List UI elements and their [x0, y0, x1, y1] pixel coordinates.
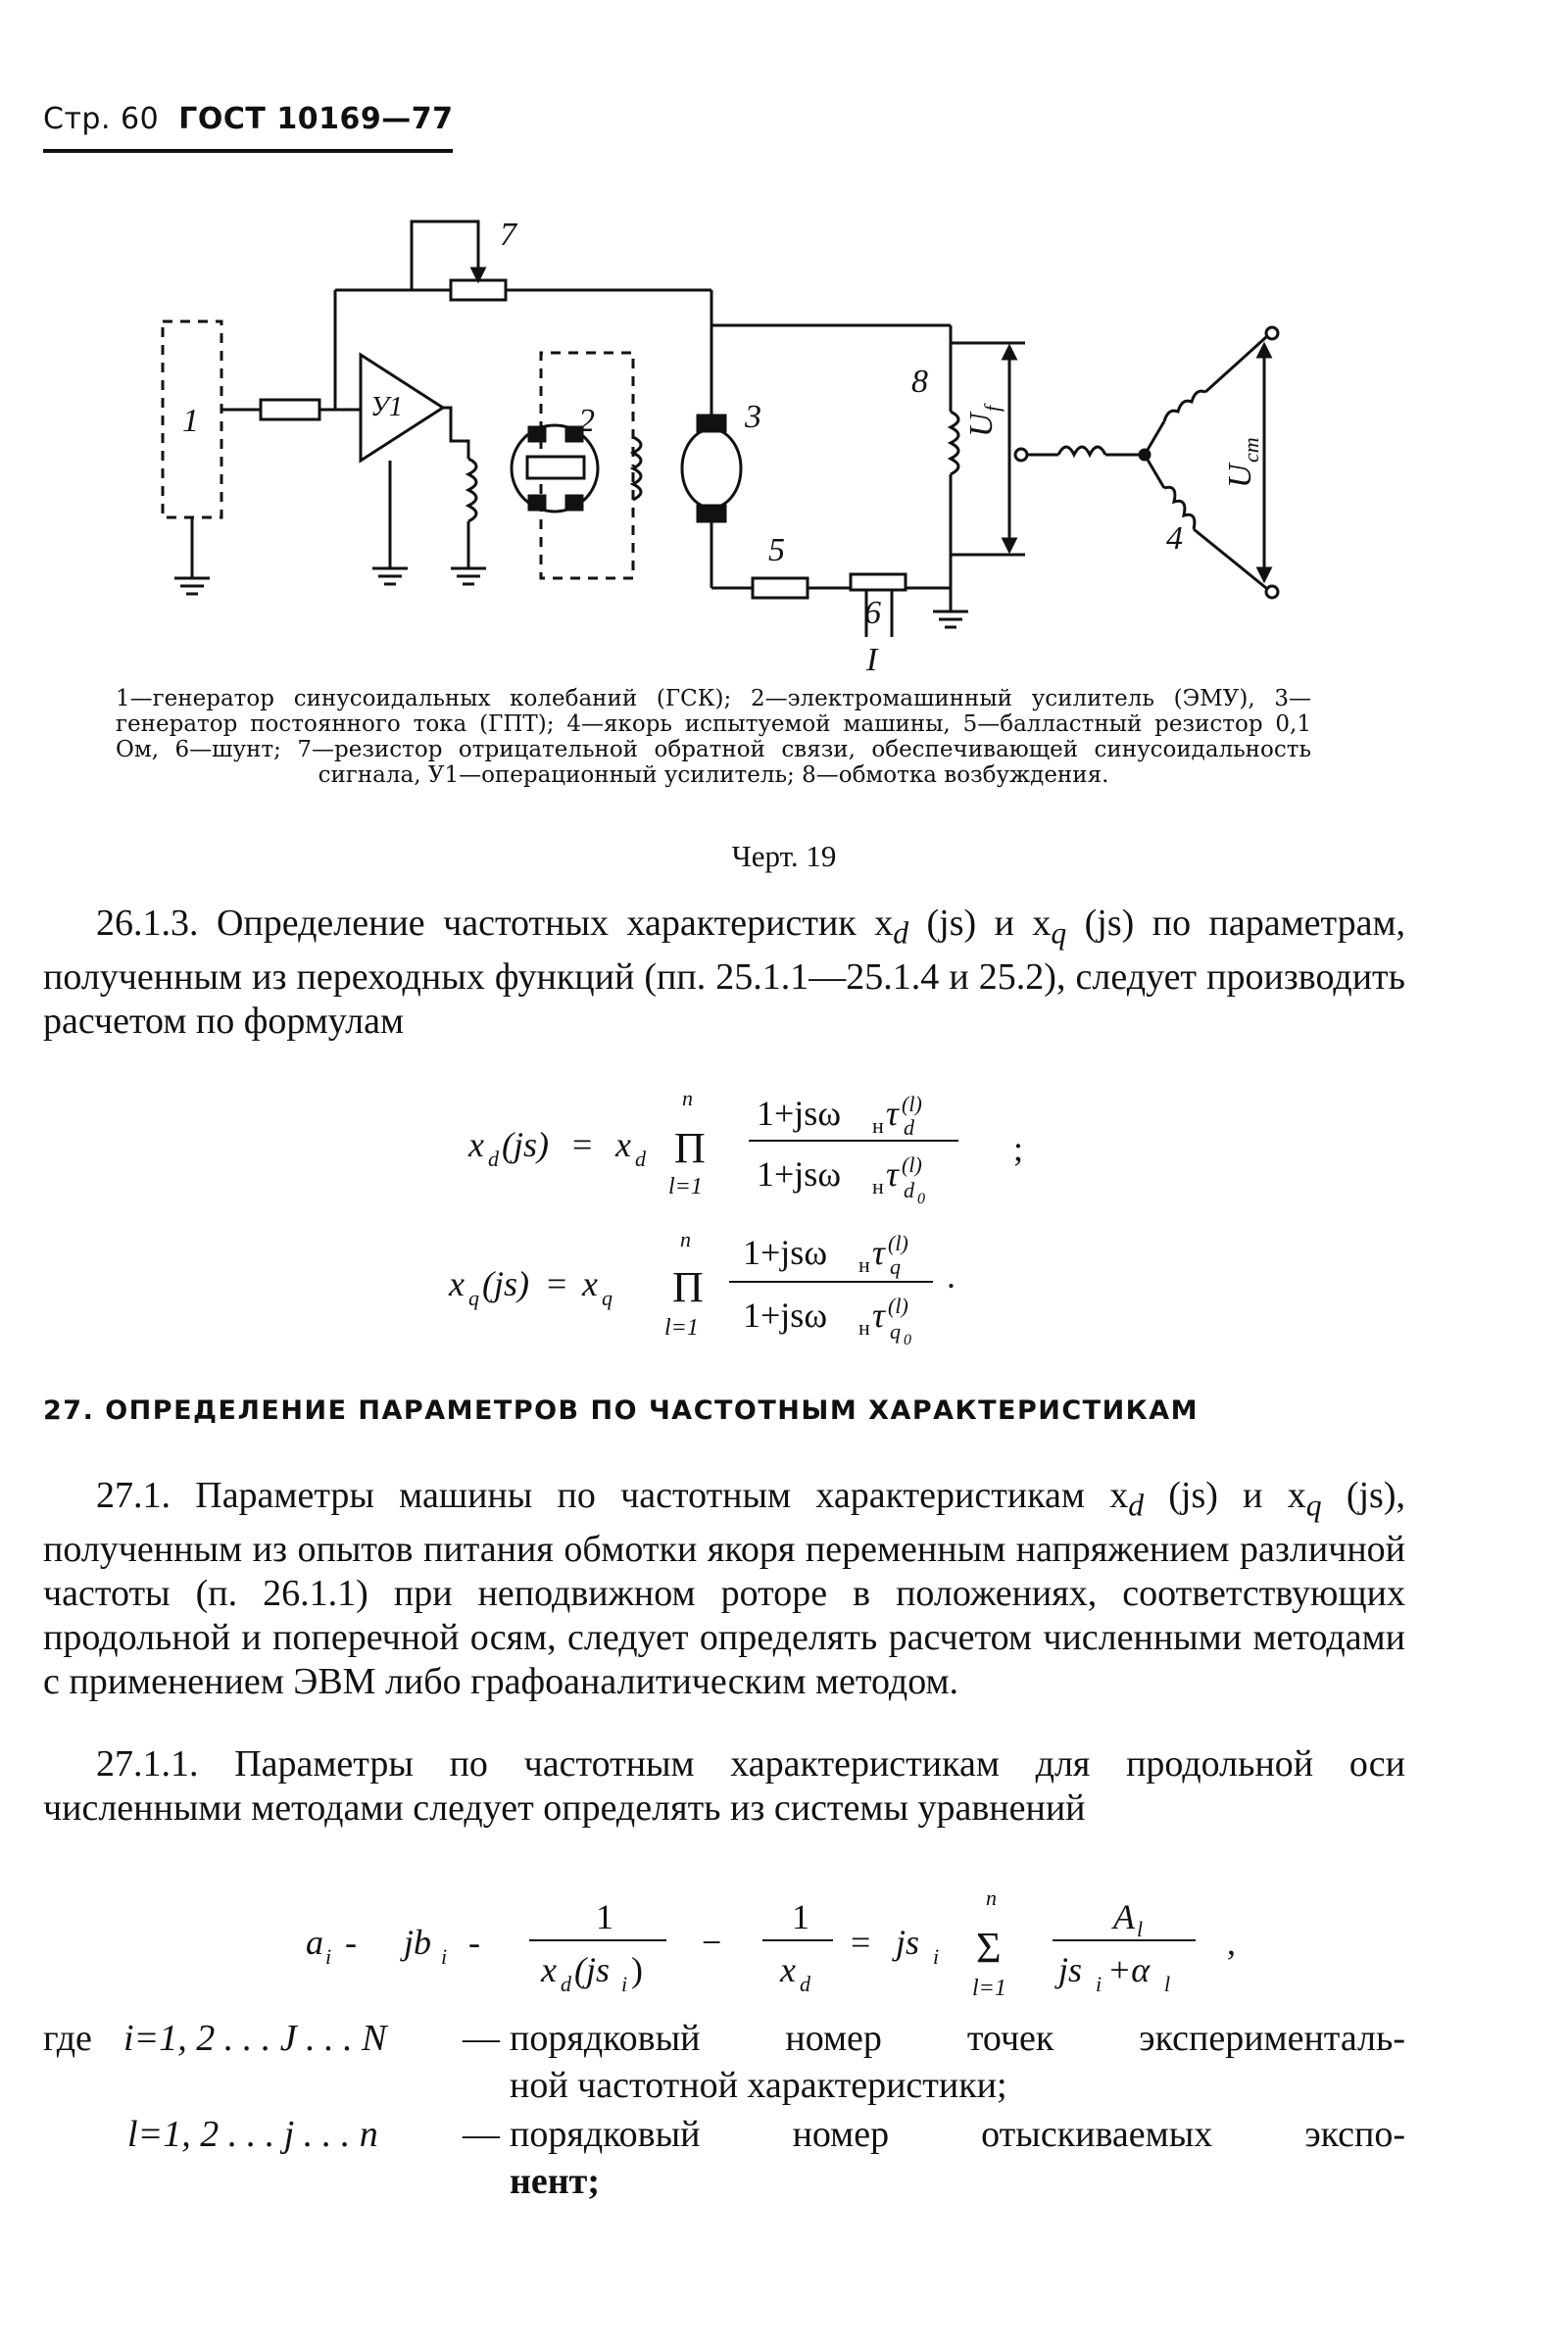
svg-text:(l): (l)	[902, 1152, 922, 1177]
svg-text:τ: τ	[872, 1233, 885, 1272]
definition-l-range: l=1, 2 . . . j . . . n	[127, 2114, 378, 2155]
svg-text:l=1: l=1	[664, 1315, 699, 1341]
formula-xq	[448, 1227, 956, 1348]
emu-control-winding	[468, 459, 476, 521]
svg-text:x: x	[780, 1950, 796, 1989]
ground-symbol	[174, 578, 210, 594]
definition-l-text-b: нент;	[510, 2161, 600, 2202]
svg-text:js: js	[1058, 1950, 1083, 1989]
svg-text:jb: jb	[404, 1923, 432, 1962]
ground-symbol	[372, 568, 408, 584]
svg-text:Π: Π	[674, 1124, 706, 1172]
svg-text:i: i	[441, 1944, 448, 1969]
svg-text:x: x	[468, 1125, 484, 1164]
svg-text:n: n	[986, 1885, 997, 1910]
standard-number: ГОСТ 10169—77	[178, 102, 454, 136]
label-8: 8	[911, 364, 928, 400]
svg-text:Π: Π	[672, 1263, 704, 1311]
svg-text:=: =	[547, 1264, 567, 1303]
svg-text:i: i	[325, 1944, 332, 1969]
label-ucm: U	[1222, 464, 1258, 488]
svg-text:n: n	[682, 1086, 693, 1110]
ballast-resistor-5	[753, 578, 808, 598]
label-3: 3	[745, 399, 761, 435]
armature-phase-a	[1058, 447, 1105, 455]
armature-phase-b	[1164, 391, 1205, 421]
svg-text:-: -	[345, 1923, 357, 1962]
paragraph-27-1-1: 27.1.1. Параметры по частотным характеристикам для продольной оси численными методами следует определять из системы уравнений	[43, 1743, 1405, 1829]
svg-text:x: x	[449, 1264, 465, 1303]
dc-generator-3	[682, 429, 741, 508]
svg-text:1: 1	[792, 1897, 809, 1936]
label-uf-sub: f	[980, 405, 1004, 412]
svg-text:q: q	[890, 1319, 901, 1344]
definition-dash-1: —	[463, 2018, 500, 2059]
formula-xd	[467, 1086, 1023, 1207]
svg-text:q: q	[602, 1286, 612, 1310]
svg-text:-: -	[468, 1923, 480, 1962]
svg-text:q: q	[468, 1286, 479, 1310]
svg-text:x: x	[582, 1264, 598, 1303]
svg-text:1+jsω: 1+jsω	[743, 1296, 828, 1335]
figure-caption: 1—генератор синусоидальных колебаний (ГСК); 2—электромашинный усилитель (ЭМУ), 3—генератор постоянного тока (ГПТ); 4—якорь испытуемой машины, 5—балластный резистор 0,1 Ом, 6—шунт; 7—резистор отрицательной обратной связи, обеспечивающей синусоидальность сигнала, У1—операционный усилитель; 8—обмотка возбуждения.	[116, 686, 1311, 788]
formula-system	[0, 1885, 1568, 2013]
svg-text:н: н	[872, 1113, 884, 1138]
label-6: 6	[864, 595, 881, 631]
svg-text:,: ,	[1227, 1923, 1236, 1962]
svg-text:(l): (l)	[888, 1231, 908, 1255]
label-4: 4	[1166, 520, 1183, 557]
page-number: Стр. 60	[43, 102, 160, 136]
svg-text:0: 0	[904, 1332, 911, 1348]
paragraph-27-1: 27.1. Параметры машины по частотным характеристикам $x_d$ (js) и $x_q$ (js), полученным из опытов питания обмотки якоря переменным напряжением различной частоты (п. 26.1.1) при неподвижном роторе в положениях, соответствующих продольной и поперечной осям, следует определять расчетом численными методами с применением ЭВМ либо графоаналитическим методом.	[43, 1475, 1405, 1702]
svg-text:0: 0	[917, 1191, 925, 1207]
svg-text:1+jsω: 1+jsω	[743, 1233, 828, 1272]
paragraph-26-1-3: 26.1.3. Определение частотных характеристик $x_d$ (js) и $x_q$ (js) по параметрам, полученным из переходных функций (пп. 25.1.1—25.1.4 и 25.2), следует производить расчетом по формулам	[43, 903, 1405, 1042]
svg-text:(js: (js	[574, 1950, 610, 1989]
svg-text:d: d	[561, 1972, 571, 1996]
definition-dash-2: —	[463, 2114, 500, 2155]
svg-text:i: i	[1096, 1972, 1102, 1996]
figure-label: Черт. 19	[731, 839, 837, 873]
label-2: 2	[578, 403, 595, 439]
svg-text:i: i	[933, 1944, 940, 1969]
formulas-26-1-3	[0, 1078, 1568, 1372]
label-7: 7	[500, 217, 516, 253]
svg-text:d: d	[904, 1115, 914, 1140]
svg-text:+α: +α	[1107, 1950, 1151, 1989]
definition-i-text-a: порядковый номер точек эксперименталь-	[510, 2018, 1405, 2059]
svg-text:τ: τ	[872, 1296, 885, 1335]
svg-text:d: d	[800, 1972, 810, 1996]
svg-text:.: .	[947, 1256, 956, 1296]
svg-text:н: н	[858, 1315, 870, 1340]
svg-text:i: i	[621, 1972, 628, 1996]
svg-text:τ: τ	[886, 1094, 899, 1133]
svg-text:l: l	[1137, 1917, 1144, 1941]
svg-text:;: ;	[1013, 1129, 1024, 1168]
svg-text:): )	[631, 1950, 643, 1989]
definition-i-range: i=1, 2 . . . J . . . N	[123, 2018, 387, 2059]
svg-text:1+jsω: 1+jsω	[757, 1094, 842, 1133]
circuit-diagram	[0, 0, 1568, 686]
definition-i-text-b: ной частотной характеристики;	[510, 2065, 1007, 2106]
svg-text:a: a	[306, 1923, 323, 1962]
svg-text:js: js	[896, 1923, 920, 1962]
label-uf: U	[963, 413, 1000, 437]
svg-text:A: A	[1113, 1897, 1135, 1936]
svg-text:(js): (js)	[482, 1264, 529, 1303]
svg-text:d: d	[488, 1147, 499, 1171]
input-resistor	[261, 400, 319, 419]
definition-where: где	[43, 2018, 92, 2059]
label-current: I	[866, 642, 878, 678]
label-u1: У1	[370, 392, 403, 422]
svg-text:l=1: l=1	[972, 1976, 1006, 2001]
ground-symbol	[933, 611, 968, 627]
svg-text:d: d	[635, 1147, 646, 1171]
svg-text:=: =	[851, 1923, 871, 1962]
svg-text:l: l	[1164, 1972, 1171, 1996]
svg-text:(js): (js)	[502, 1125, 549, 1164]
label-5: 5	[768, 532, 785, 568]
svg-text:Σ: Σ	[976, 1924, 1002, 1972]
svg-text:н: н	[858, 1252, 870, 1277]
svg-text:n: n	[680, 1227, 691, 1251]
svg-text:q: q	[890, 1254, 901, 1279]
svg-text:−: −	[702, 1923, 722, 1962]
svg-text:x: x	[615, 1125, 631, 1164]
label-ucm-sub: cm	[1239, 437, 1263, 463]
svg-text:=: =	[572, 1125, 593, 1164]
svg-text:x: x	[541, 1950, 557, 1989]
field-winding-8	[951, 412, 958, 474]
svg-text:d: d	[904, 1178, 914, 1202]
label-1: 1	[182, 403, 199, 439]
svg-text:1+jsω: 1+jsω	[757, 1154, 842, 1194]
svg-text:(l): (l)	[902, 1092, 922, 1116]
section-heading-27: 27. ОПРЕДЕЛЕНИЕ ПАРАМЕТРОВ ПО ЧАСТОТНЫМ ХАРАКТЕРИСТИКАМ	[43, 1395, 1200, 1426]
ground-symbol	[451, 568, 486, 584]
svg-text:1: 1	[596, 1897, 613, 1936]
shunt-6	[851, 574, 906, 590]
svg-text:н: н	[872, 1174, 884, 1198]
svg-text:l=1: l=1	[668, 1174, 703, 1199]
svg-text:τ: τ	[886, 1154, 899, 1194]
svg-text:(l): (l)	[888, 1294, 908, 1318]
definition-l-text-a: порядковый номер отыскиваемых экспо-	[510, 2114, 1405, 2155]
